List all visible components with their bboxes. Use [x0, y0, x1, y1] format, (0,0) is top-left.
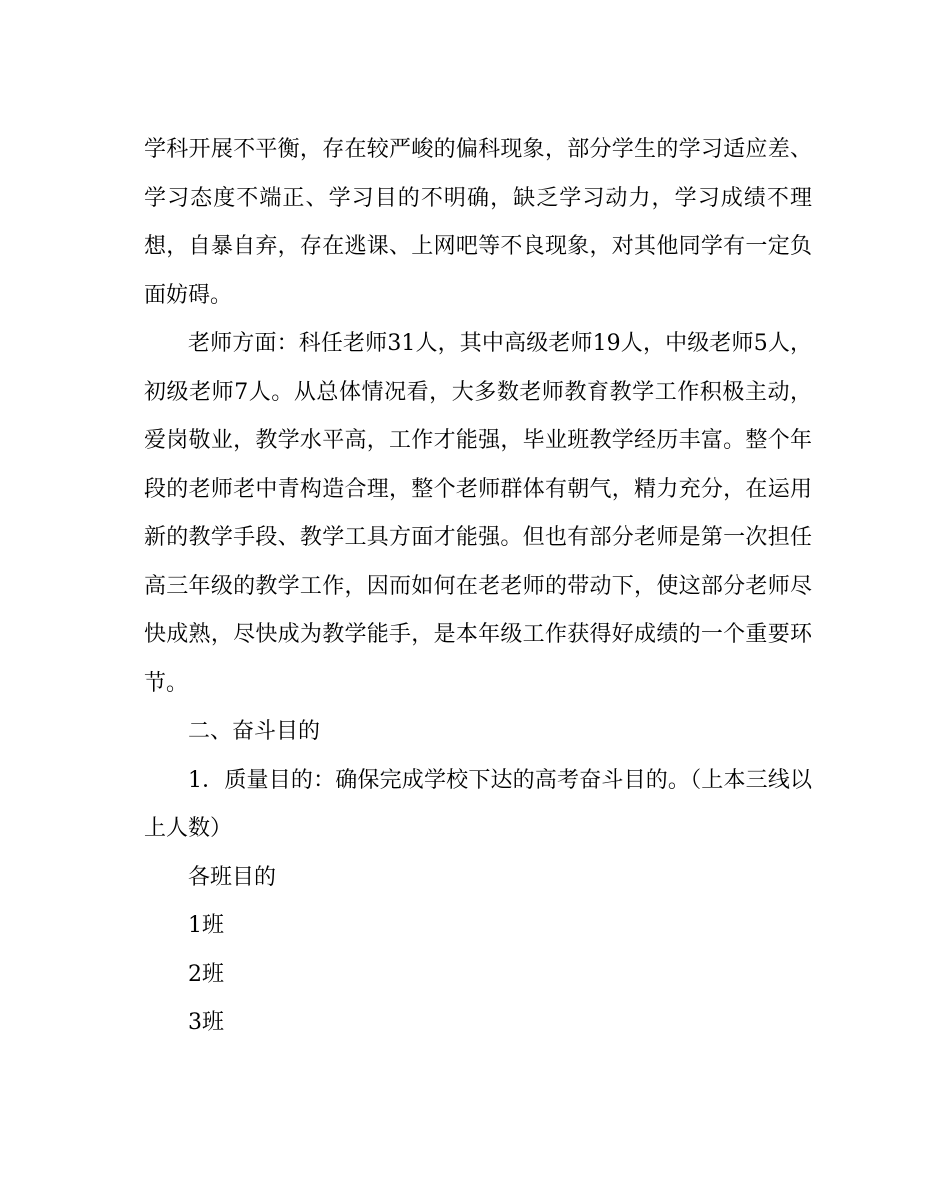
- paragraph-student-situation: 学科开展不平衡，存在较严峻的偏科现象，部分学生的学习适应差、学习态度不端正、学习目的不明确，缺乏学习动力，学习成绩不理想，自暴自弃，存在逃课、上网吧等不良现象，对其他同学有一定负面妨碍。: [144, 137, 812, 308]
- class-item-3: 3班: [188, 1010, 224, 1035]
- document-body: [144, 126, 812, 1048]
- paragraph-quality-goal: 1．质量目的：确保完成学校下达的高考奋斗目的。（上本三线以上人数）: [144, 767, 812, 841]
- section-heading-goals: 二、奋斗目的: [188, 719, 321, 744]
- class-item-2: 2班: [188, 961, 224, 987]
- paragraph-teacher-situation: 老师方面：科任老师31人，其中高级老师19人，中级老师5人，初级老师7人。从总体情况看，大多数老师教育教学工作积极主动，爱岗敬业，教学水平高，工作才能强，毕业班教学经历丰富。整个年段的老师老中青构造合理，整个老师群体有朝气，精力充分，在运用新的教学手段、教学工具方面才能强。但也有部分老师是第一次担任高三年级的教学工作，因而如何在老老师的带动下，使这部分老师尽快成熟，尽快成为教学能手，是本年级工作获得好成绩的一个重要环节。: [144, 331, 812, 696]
- class-item-1: 1班: [188, 913, 224, 938]
- class-goals-heading: 各班目的: [188, 864, 277, 890]
